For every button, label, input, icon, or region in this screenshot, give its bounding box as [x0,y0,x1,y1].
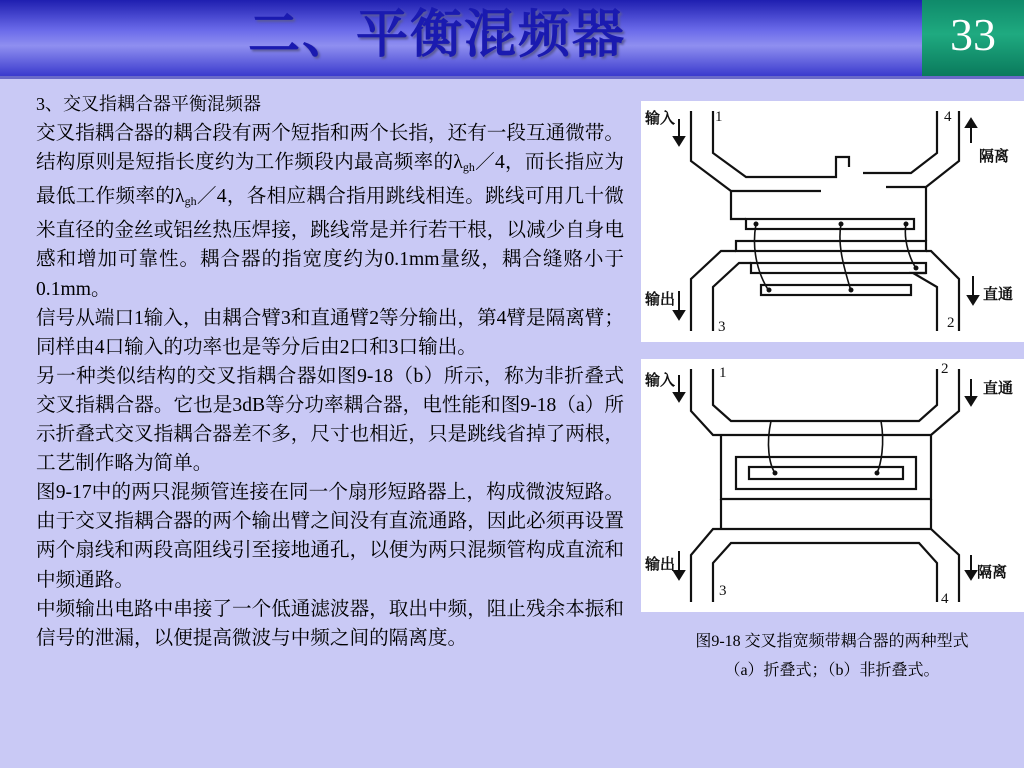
slide-title: 二、平衡混频器 [248,5,627,65]
fig-b-label-input: 输入 [645,371,676,389]
fig-b-label-output: 输出 [645,555,676,573]
fig-b-port-3: 3 [719,583,727,599]
fig-a-label-isolation: 隔离 [979,147,1010,165]
fig-b-port-4: 4 [941,591,949,607]
page-number-box [922,0,1024,76]
paragraph-structure-a: 交叉指耦合器的耦合段有两个短指和两个长指，还有一段互通微带。结构原则是短指长度约为工作频段内最高频率的λ [36,123,624,174]
paragraph-if-output: 中频输出电路中串接了一个低通滤波器，取出中频，阻止残余本振和信号的泄漏，以便提高微波与中频之间的隔离度。 [36,598,624,649]
paragraph-mixer: 图9-17中的两只混频管连接在同一个扇形短路器上，构成微波短路。由于交叉指耦合器的两个输出臂之间没有直流通路，因此必须再设置两个扇线和两段高阻线引至接地通孔，以便为两只混频管构成直流和中频通路。 [36,482,624,591]
paragraph-unfolded: 另一种类似结构的交叉指耦合器如图9-18（b）所示，称为非折叠式交叉指耦合器。它也是3dB等分功率耦合器，电性能和图9-18（a）所示折叠式交叉指耦合器差不多，尺寸也相近，只是跳线省掉了两根，工艺制作略为简单。 [36,365,624,475]
section-heading: 3、交叉指耦合器平衡混频器 [36,94,261,114]
fig-a-label-output: 输出 [645,290,676,308]
figure-b-unfolded-coupler [641,359,1024,612]
fig-b-label-isolation: 隔离 [977,563,1008,581]
paragraph-structure-c: ／4，各相应耦合指用跳线相连。跳线可用几十微米直径的金丝或铝丝热压焊接，跳线常是并行若干根，以减少自身电感和增加可靠性。耦合器的指宽度约为0.1mm量级，耦合缝赂小于0.1mm。 [36,186,624,300]
figure-caption-title: 图9-18 交叉指宽频带耦合器的两种型式 [695,633,969,650]
fig-a-port-1: 1 [715,109,723,125]
paragraph-structure [36,119,624,304]
figure-a-diagram [641,101,1024,342]
paragraph-ports: 信号从端口1输入，由耦合臂3和直通臂2等分输出，第4臂是隔离臂；同样由4口输入的功率也是等分后由2口和3口输出。 [36,307,624,358]
fig-b-port-1: 1 [719,365,727,381]
fig-b-label-through: 直通 [983,379,1014,397]
figure-caption-subtitle: （a）折叠式；（b）非折叠式。 [724,662,940,679]
page-number: 33 [950,9,996,60]
header-divider [0,76,1024,79]
body-text [36,90,624,653]
fig-a-port-4: 4 [944,109,952,125]
subscript-gh-1: gh [462,160,475,175]
subscript-gh-2: gh [184,194,197,209]
paragraph-structure-b: ／4，而长指应为最低工作频率的λ [36,152,625,208]
fig-a-port-3: 3 [718,319,726,335]
figure-a-folded-coupler [641,101,1024,342]
figure-b-diagram [641,359,1024,612]
fig-b-port-2: 2 [941,361,949,377]
fig-a-label-through: 直通 [983,285,1014,303]
title-bar [0,0,922,76]
fig-a-port-2: 2 [947,315,955,331]
fig-a-label-input: 输入 [645,109,676,127]
